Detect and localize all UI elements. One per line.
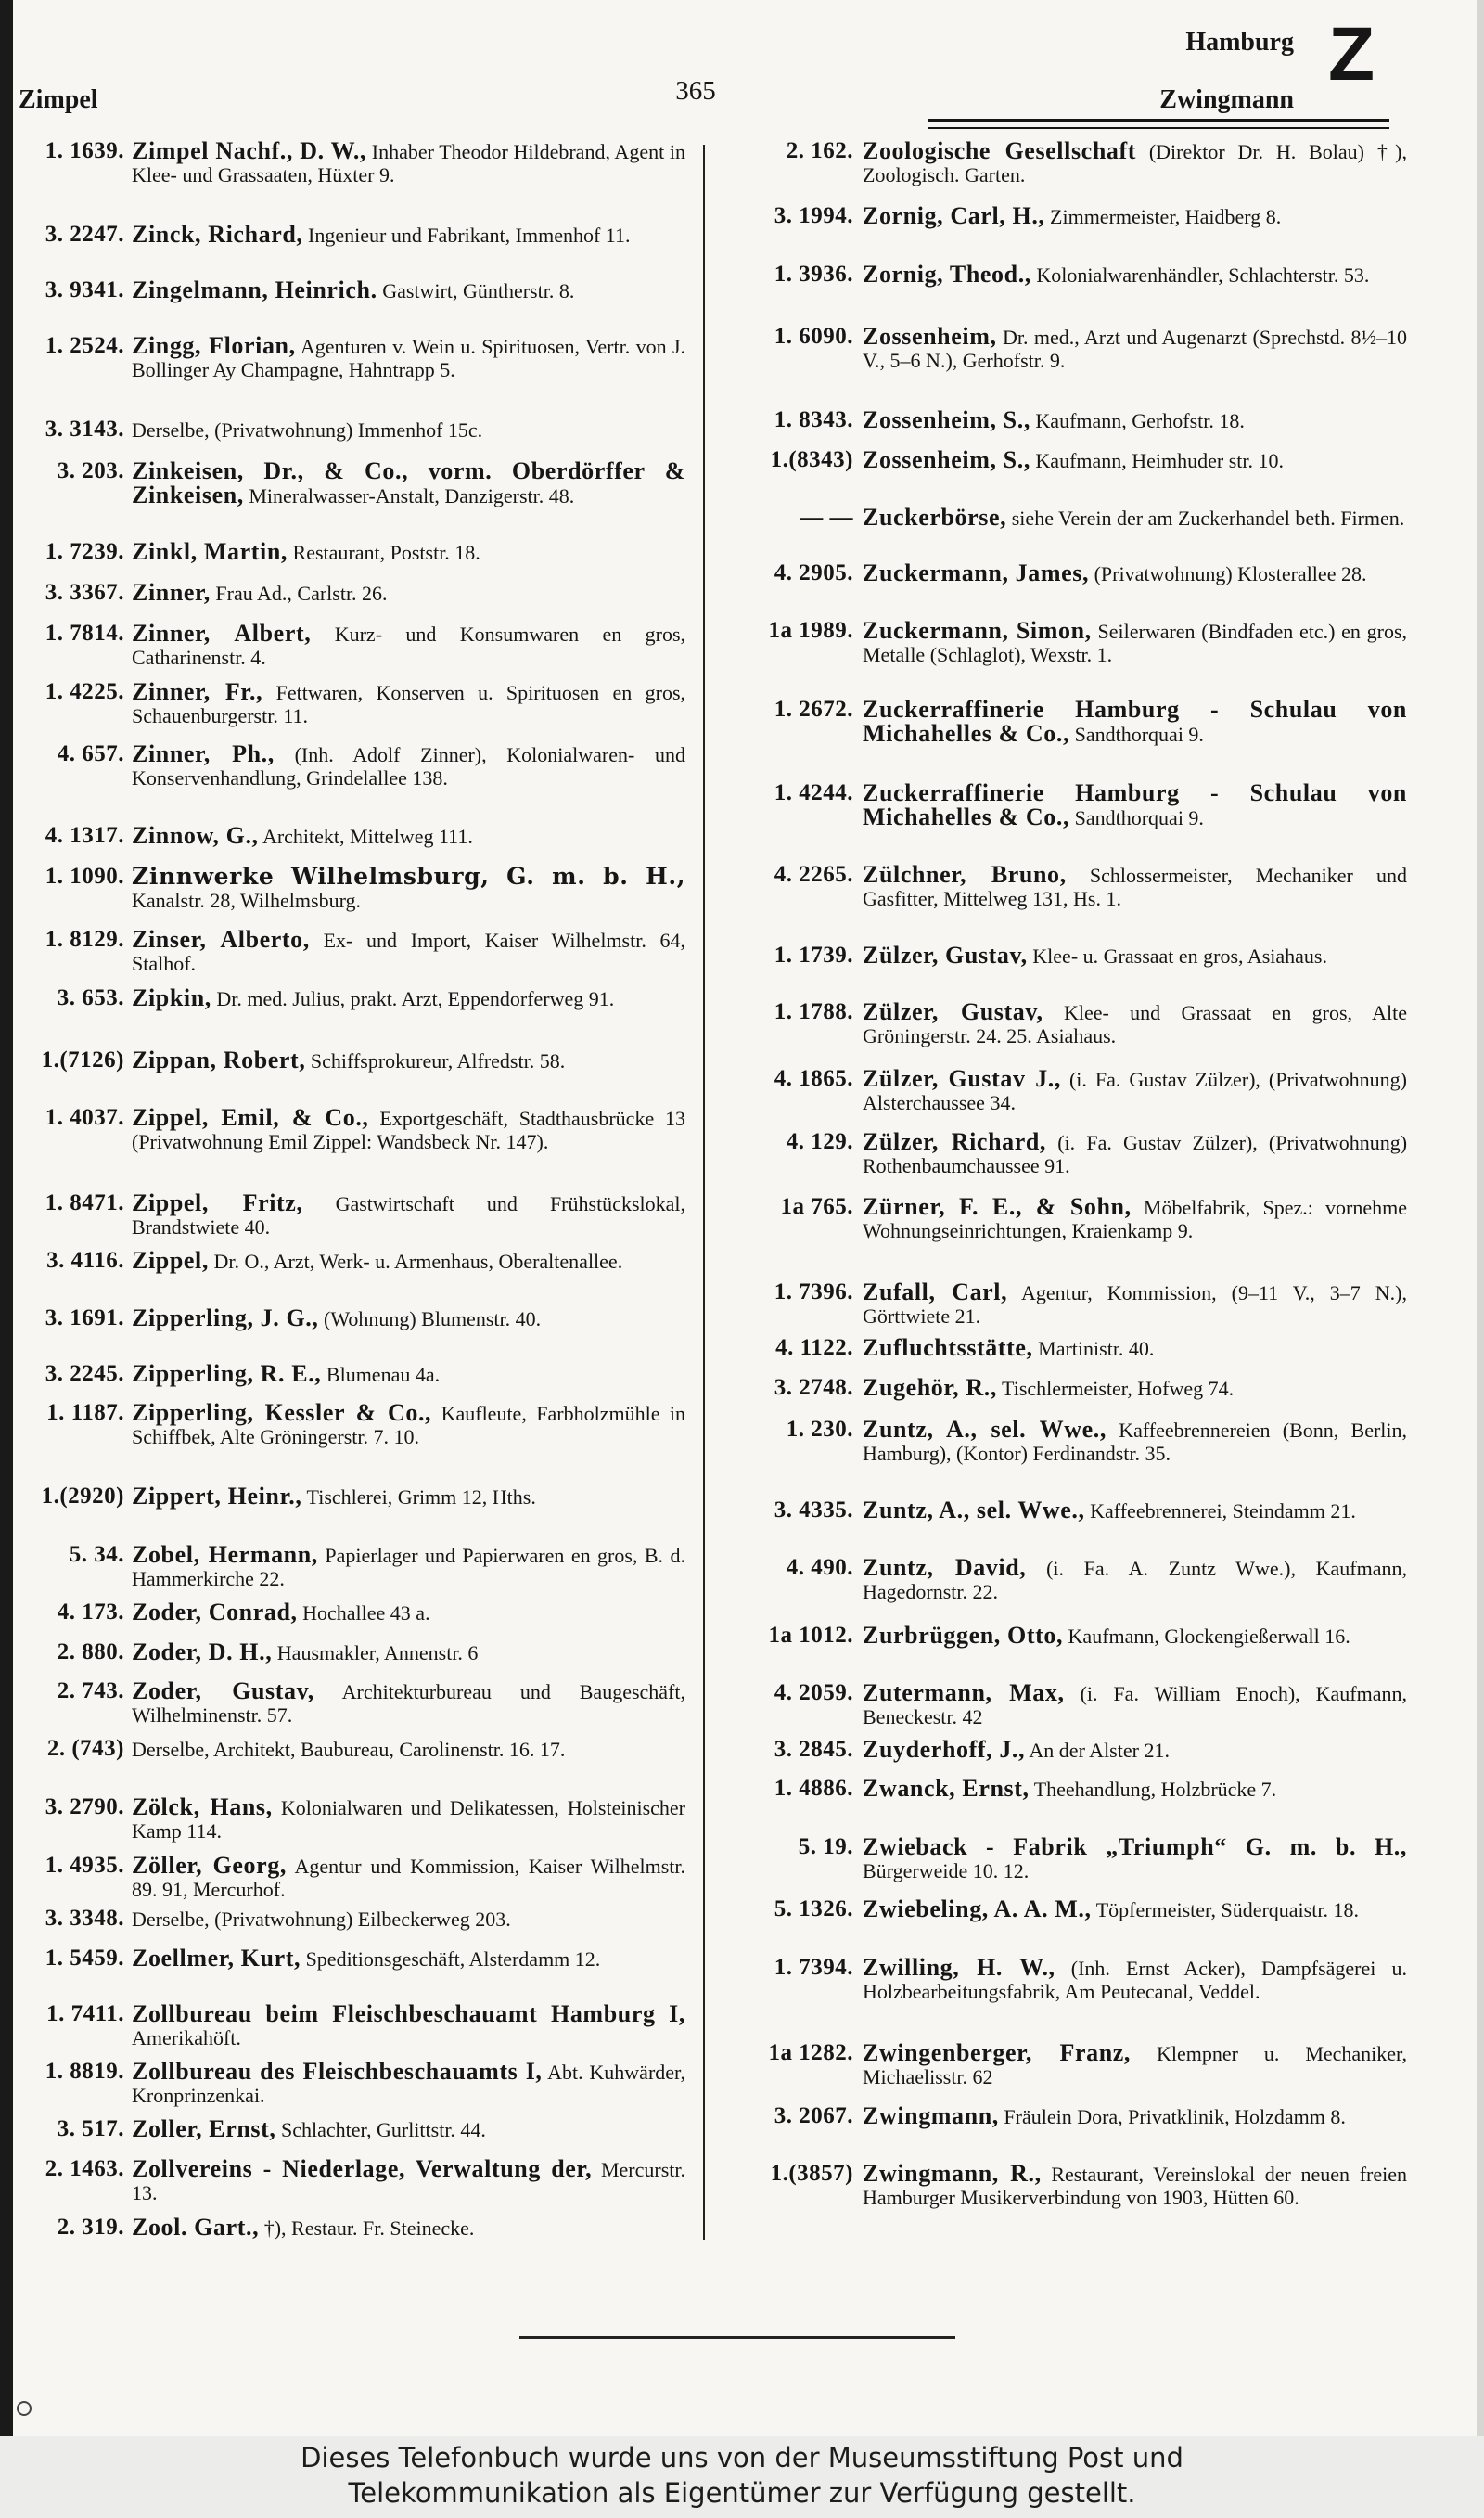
entry-details: (Inh. Ernst Acker), Dampfsägerei u. Holzbearbeitungsfabrik, Am Peutecanal, Veddel. (863, 1957, 1407, 2003)
phone-number: 1. 1788. (774, 999, 853, 1024)
entry-name: Zingelmann, Heinrich. (132, 276, 377, 303)
entry-name: Zinner, Fr., (132, 678, 263, 705)
phone-number: 2. 319. (57, 2215, 124, 2240)
phone-number: 4. 657. (57, 741, 124, 766)
entry-details: Schiffsprokureur, Alfredstr. 58. (310, 1049, 566, 1073)
entry-details: Gastwirtschaft und Frühstückslokal, Brandstwiete 40. (132, 1192, 685, 1239)
phone-number: 1. 8129. (45, 927, 124, 952)
entry-name: Zinnwerke Wilhelmsburg, G. m. b. H., (132, 863, 685, 890)
entry-details: Derselbe, (Privatwohnung) Immenhof 15c. (132, 418, 483, 442)
phone-number: 3. 2845. (774, 1737, 853, 1762)
phone-number: 2. 1463. (45, 2156, 124, 2181)
entry-details: Theehandlung, Holzbrücke 7. (1033, 1778, 1277, 1801)
section-letter: Z (1328, 12, 1375, 96)
entry-name: Zuntz, A., sel. Wwe., (863, 1416, 1107, 1443)
entry-name: Zipperling, R. E., (132, 1360, 322, 1387)
phone-number: 5. 19. (798, 1834, 853, 1859)
phone-number: 1.(2920) (41, 1484, 124, 1509)
entry-name: Zufall, Carl, (863, 1278, 1008, 1305)
entry-name: Zossenheim, S., (863, 406, 1030, 433)
phone-number: 3. 3143. (45, 417, 124, 442)
phone-number: 1. 7394. (774, 1955, 853, 1980)
phone-number: 1. 4037. (45, 1105, 124, 1130)
entry-details: Schlossermeister, Mechaniker und Gasfitter, Mittelweg 131, Hs. 1. (863, 864, 1407, 910)
entry-details: Sandthorquai 9. (1074, 806, 1204, 829)
phone-number: 1a 1989. (768, 618, 853, 643)
entry-name: Zinkeisen, Dr., & Co., vorm. Oberdörffer & Zinkeisen, (132, 457, 685, 508)
entry-details: Tischlermeister, Hofweg 74. (1002, 1377, 1235, 1400)
entry-details: Kaufmann, Gerhofstr. 18. (1035, 409, 1245, 432)
entry-details: (i. Fa. William Enoch), Kaufmann, Beneckestr. 42 (863, 1682, 1407, 1728)
entry-name: Zippan, Robert, (132, 1047, 306, 1073)
entry-details: Dr. med., Arzt und Augenarzt (Sprechstd. 8½–10 V., 5–6 N.), Gerhofstr. 9. (863, 326, 1407, 372)
entry-details: Hochallee 43 a. (302, 1601, 430, 1625)
entry-details: Seilerwaren (Bindfaden etc.) en gros, Metalle (Schlaglot), Wexstr. 1. (863, 620, 1408, 666)
entry-details: Inhaber Theodor Hildebrand, Agent in Klee- und Grassaaten, Hüxter 9. (132, 140, 686, 186)
phone-number: 3. 2247. (45, 222, 124, 247)
phone-number: 1. 7411. (46, 2001, 124, 2026)
page-number: 365 (675, 76, 716, 106)
entry-details: Dr. O., Arzt, Werk- u. Armenhaus, Oberaltenallee. (213, 1250, 623, 1273)
phone-number: 1. 2672. (774, 697, 853, 722)
entry-details: siehe Verein der am Zuckerhandel beth. Firmen. (1011, 507, 1405, 530)
entry-name: Zornig, Carl, H., (863, 202, 1045, 229)
entry-details: Kaufleute, Farbholzmühle in Schiffbek, Alte Gröningerstr. 7. 10. (132, 1402, 686, 1448)
phone-number: 3. 653. (57, 985, 124, 1010)
entry-details: Bürgerweide 10. 12. (863, 1859, 1030, 1882)
entry-name: Zölck, Hans, (132, 1793, 273, 1820)
entry-name: Zwilling, H. W., (863, 1954, 1055, 1981)
entry-details: Klee- u. Grassaat en gros, Asiahaus. (1032, 944, 1327, 968)
entry-name: Zoder, D. H., (132, 1638, 273, 1665)
entry-name: Zoellmer, Kurt, (132, 1945, 301, 1972)
entry-details: Zimmermeister, Haidberg 8. (1050, 205, 1282, 228)
phone-number: 1a 765. (780, 1194, 853, 1219)
phone-number: 4. 129. (786, 1129, 853, 1154)
entry-details: Mineralwasser-Anstalt, Danzigerstr. 48. (249, 484, 575, 507)
phone-number: 3. 4116. (46, 1248, 124, 1273)
entry-name: Zülzer, Gustav, (863, 942, 1028, 969)
column-divider (703, 145, 705, 2240)
entry-details: Kurz- und Konsumwaren en gros, Catharinenstr. 4. (132, 623, 686, 669)
entry-name: Zornig, Theod., (863, 261, 1031, 288)
entry-details: Agentur, Kommission, (9–11 V., 3–7 N.), Görttwiete 21. (863, 1281, 1407, 1328)
entry-details: Ex- und Import, Kaiser Wilhelmstr. 64, Stalhof. (132, 929, 686, 975)
entry-details: Abt. Kuhwärder, Kronprinzenkai. (132, 2061, 685, 2107)
entry-name: Zuckerraffinerie Hamburg - Schulau von Michahelles & Co., (863, 779, 1407, 830)
entry-details: Agenturen v. Wein u. Spirituosen, Vertr. von J. Bollinger Ay Champagne, Hahntrapp 5. (132, 335, 686, 381)
entry-name: Zossenheim, (863, 323, 997, 350)
phone-number: 1. 7814. (45, 621, 124, 646)
phone-number: 1.(3857) (770, 2161, 853, 2186)
entry-name: Zuckermann, Simon, (863, 617, 1092, 644)
entry-name: Zuntz, A., sel. Wwe., (863, 1497, 1085, 1523)
entry-details: Derselbe, Architekt, Baubureau, Carolinenstr. 16. 17. (132, 1738, 566, 1761)
phone-number: 4. 1865. (774, 1066, 853, 1091)
entry-name: Zinner, Albert, (132, 620, 312, 647)
phone-number: 3. 3348. (45, 1906, 124, 1931)
entry-name: Zoller, Ernst, (132, 2115, 276, 2142)
entry-name: Zipperling, Kessler & Co., (132, 1399, 432, 1426)
phone-number: 4. 1317. (45, 823, 124, 848)
phone-number: 1. 7239. (45, 539, 124, 564)
entry-details: An der Alster 21. (1029, 1739, 1170, 1762)
phone-number: 1. 7396. (774, 1279, 853, 1304)
entry-details: Töpfermeister, Süderquaistr. 18. (1095, 1898, 1359, 1921)
entry-name: Zinkl, Martin, (132, 538, 288, 565)
phone-number: 3. 4335. (774, 1497, 853, 1522)
entry-name: Zoder, Gustav, (132, 1677, 314, 1704)
entry-name: Zuckerbörse, (863, 504, 1007, 531)
entry-name: Zürner, F. E., & Sohn, (863, 1193, 1132, 1220)
phone-number: 1. 230. (786, 1417, 853, 1442)
entry-name: Zülzer, Gustav J., (863, 1065, 1061, 1092)
entry-details: Kolonialwaren und Delikatessen, Holsteinischer Kamp 114. (132, 1796, 685, 1843)
entry-details: Ingenieur und Fabrikant, Immenhof 11. (308, 224, 631, 247)
phone-number: — — (800, 505, 853, 530)
phone-number: 1. 1639. (45, 138, 124, 163)
entry-details: Blumenau 4a. (326, 1363, 441, 1386)
entry-details: Kaufmann, Heimhuder str. 10. (1035, 449, 1285, 472)
entry-details: (i. Fa. Gustav Zülzer), (Privatwohnung) Rothenbaumchaussee 91. (863, 1131, 1408, 1177)
bottom-rule (519, 2336, 955, 2339)
phone-number: 3. 517. (57, 2116, 124, 2141)
entry-name: Zwanck, Ernst, (863, 1775, 1030, 1802)
entry-details: Restaurant, Poststr. 18. (292, 541, 480, 564)
copyright-footer (0, 2436, 1484, 2518)
phone-number: 5. 34. (69, 1542, 124, 1567)
phone-number: 2. (743) (46, 1736, 124, 1761)
footer-line-2: Telekommunikation als Eigentümer zur Verfügung gestellt. (348, 2477, 1136, 2509)
phone-number: 3. 2748. (774, 1375, 853, 1400)
entry-details: Dr. med. Julius, prakt. Arzt, Eppendorferweg 91. (216, 987, 615, 1010)
entry-name: Zoder, Conrad, (132, 1599, 298, 1625)
entry-name: Zollvereins - Niederlage, Verwaltung der, (132, 2155, 593, 2182)
entry-name: Zurbrüggen, Otto, (863, 1622, 1064, 1649)
entry-name: Zippel, (132, 1247, 209, 1274)
entry-name: Zwieback - Fabrik „Triumph“ G. m. b. H., (863, 1833, 1407, 1860)
entry-name: Zuntz, David, (863, 1554, 1027, 1581)
entry-name: Zülchner, Bruno, (863, 861, 1067, 888)
phone-number: 1. 5459. (45, 1946, 124, 1971)
phone-number: 3. 2067. (774, 2103, 853, 2128)
entry-name: Zinner, (132, 579, 211, 606)
entry-details: Klempner u. Mechaniker, Michaelisstr. 62 (863, 2042, 1408, 2088)
phone-number: 1. 4935. (45, 1853, 124, 1878)
phone-number: 3. 2790. (45, 1794, 124, 1819)
footer-line-1: Dieses Telefonbuch wurde uns von der Museumsstiftung Post und (301, 2442, 1183, 2473)
entry-details: Papierlager und Papierwaren en gros, B. d. Hammerkirche 22. (132, 1544, 685, 1590)
entry-details: Kaffeebrennerei, Steindamm 21. (1090, 1499, 1356, 1522)
header-city: Hamburg (1185, 28, 1294, 57)
entry-name: Zipkin, (132, 984, 211, 1011)
entry-name: Zwiebeling, A. A. M., (863, 1895, 1092, 1922)
entry-details: Kaufmann, Glockengießerwall 16. (1068, 1625, 1350, 1648)
phone-number: 2. 880. (57, 1639, 124, 1664)
entry-details: (Privatwohnung) Klosterallee 28. (1094, 562, 1367, 585)
entry-details: (i. Fa. A. Zuntz Wwe.), Kaufmann, Hagedornstr. 22. (863, 1557, 1407, 1603)
phone-number: 1. 8343. (774, 407, 853, 432)
entry-details: Klee- und Grassaat en gros, Alte Gröningerstr. 24. 25. Asiahaus. (863, 1001, 1407, 1047)
entry-name: Zugehör, R., (863, 1374, 997, 1401)
entry-details: Speditionsgeschäft, Alsterdamm 12. (305, 1947, 601, 1971)
entry-name: Zoologische Gesellschaft (863, 137, 1136, 164)
phone-number: 1. 4886. (774, 1776, 853, 1801)
entry-details: Derselbe, (Privatwohnung) Eilbeckerweg 203. (132, 1908, 511, 1931)
phone-number: 4. 173. (57, 1599, 124, 1625)
phone-number: 1. 8819. (45, 2059, 124, 2084)
entry-name: Zülzer, Gustav, (863, 998, 1043, 1025)
entry-details: Frau Ad., Carlstr. 26. (215, 582, 388, 605)
phone-number: 1. 2524. (45, 333, 124, 358)
phone-number: 4. 2059. (774, 1680, 853, 1705)
phone-number: 3. 1691. (45, 1305, 124, 1330)
phone-number: 3. 9341. (45, 277, 124, 302)
phone-number: 4. 1122. (775, 1335, 853, 1360)
entry-name: Zinck, Richard, (132, 221, 303, 248)
entry-details: Hausmakler, Annenstr. 6 (276, 1641, 479, 1664)
entry-details: Agentur und Kommission, Kaiser Wilhelmstr. 89. 91, Mercurhof. (132, 1855, 685, 1901)
phone-number: 1. 4225. (45, 679, 124, 704)
entry-details: Fettwaren, Konserven u. Spirituosen en gros, Schauenburgerstr. 11. (132, 681, 686, 727)
entry-details: Gastwirt, Güntherstr. 8. (382, 279, 575, 302)
entry-name: Zollbureau des Fleischbeschauamts I, (132, 2058, 543, 2085)
phone-number: 1. 1739. (774, 943, 853, 968)
entry-details: Restaurant, Vereinslokal der neuen freien Hamburger Musikerverbindung von 1903, Hütten 60. (863, 2163, 1407, 2209)
entry-name: Zossenheim, S., (863, 446, 1030, 473)
entry-details: Martinistr. 40. (1038, 1337, 1155, 1360)
entry-details: Kanalstr. 28, Wilhelmsburg. (132, 889, 362, 912)
entry-name: Zollbureau beim Fleischbeschauamt Hamburg I, (132, 2000, 685, 2027)
phone-number: 2. 162. (786, 138, 853, 163)
entry-details: Exportgeschäft, Stadthausbrücke 13 (Privatwohnung Emil Zippel: Wandsbeck Nr. 147). (132, 1107, 685, 1153)
entry-name: Zimpel Nachf., D. W., (132, 137, 367, 164)
entry-name: Zingg, Florian, (132, 332, 296, 359)
entry-name: Zwingenberger, Franz, (863, 2039, 1132, 2066)
scan-corner-mark (17, 2401, 32, 2416)
entry-details: Mercurstr. 13. (132, 2158, 686, 2204)
entry-name: Zutermann, Max, (863, 1679, 1065, 1706)
entry-details: Kolonialwarenhändler, Schlachterstr. 53. (1036, 263, 1370, 287)
phone-number: 1. 6090. (774, 324, 853, 349)
entry-name: Zöller, Georg, (132, 1852, 287, 1879)
phone-number: 3. 203. (57, 458, 124, 483)
entry-name: Zülzer, Richard, (863, 1128, 1047, 1155)
phone-number: 4. 2265. (774, 862, 853, 887)
phone-number: 3. 3367. (45, 580, 124, 605)
entry-name: Zippel, Fritz, (132, 1189, 303, 1216)
phone-number: 1. 4244. (774, 780, 853, 805)
phone-number: 1a 1012. (768, 1623, 853, 1648)
entry-details: Amerikahöft. (132, 2026, 241, 2049)
header-first-entry: Zimpel (19, 85, 98, 114)
phone-number: 5. 1326. (774, 1896, 853, 1921)
entry-details: Kaffeebrennereien (Bonn, Berlin, Hamburg), (Kontor) Ferdinandstr. 35. (863, 1419, 1408, 1465)
phone-number: 3. 2245. (45, 1361, 124, 1386)
phone-number: 4. 2905. (774, 560, 853, 585)
phone-number: 4. 490. (786, 1555, 853, 1580)
phone-number: 2. 743. (57, 1678, 124, 1703)
phone-number: 1. 1187. (46, 1400, 124, 1425)
entry-name: Zufluchtsstätte, (863, 1334, 1033, 1361)
entry-name: Zipperling, J. G., (132, 1304, 319, 1331)
entry-name: Zinnow, G., (132, 822, 259, 849)
header-rule (928, 119, 1389, 129)
entry-name: Zuyderhoff, J., (863, 1736, 1026, 1763)
entry-details: Schlachter, Gurlittstr. 44. (281, 2118, 486, 2141)
scan-binding-edge (0, 0, 13, 2436)
phone-number: 1.(8343) (770, 447, 853, 472)
entry-details: Tischlerei, Grimm 12, Hths. (306, 1485, 536, 1509)
entry-details: (Direktor Dr. H. Bolau) †), Zoologisch. Garten. (863, 140, 1407, 186)
entry-name: Zinner, Ph., (132, 740, 275, 767)
entry-name: Zuckermann, James, (863, 559, 1090, 586)
phone-number: 1. 3936. (774, 262, 853, 287)
entry-details: Fräulein Dora, Privatklinik, Holzdamm 8. (1004, 2105, 1346, 2128)
entry-name: Zwingmann, (863, 2102, 999, 2129)
entry-name: Zwingmann, R., (863, 2160, 1042, 2187)
entry-details: Sandthorquai 9. (1074, 723, 1204, 746)
entry-name: Zobel, Hermann, (132, 1541, 318, 1568)
entry-name: Zinser, Alberto, (132, 926, 310, 953)
entry-name: Zuckerraffinerie Hamburg - Schulau von Michahelles & Co., (863, 696, 1407, 747)
entry-name: Zippert, Heinr., (132, 1483, 302, 1510)
entry-details: †), Restaur. Fr. Steinecke. (263, 2216, 475, 2240)
scan-right-edge (1477, 0, 1484, 2436)
entry-details: Architekturbureau und Baugeschäft, Wilhelminenstr. 57. (132, 1680, 685, 1727)
phone-number: 1. 1090. (45, 864, 124, 889)
entry-details: Möbelfabrik, Spez.: vornehme Wohnungseinrichtungen, Kraienkamp 9. (863, 1196, 1408, 1242)
header-last-entry: Zwingmann (1159, 85, 1294, 114)
phone-number: 1a 1282. (768, 2040, 853, 2065)
entry-details: (Wohnung) Blumenstr. 40. (324, 1307, 542, 1330)
entry-name: Zool. Gart., (132, 2214, 260, 2241)
entry-details: (Inh. Adolf Zinner), Kolonialwaren- und Konservenhandlung, Grindelallee 138. (132, 743, 685, 790)
phone-number: 1.(7126) (41, 1047, 124, 1073)
phone-number: 3. 1994. (774, 203, 853, 228)
entry-details: Architekt, Mittelweg 111. (262, 825, 473, 848)
entry-details: (i. Fa. Gustav Zülzer), (Privatwohnung) Alsterchaussee 34. (863, 1068, 1407, 1114)
entry-name: Zippel, Emil, & Co., (132, 1104, 369, 1131)
phone-number: 1. 8471. (45, 1190, 124, 1215)
